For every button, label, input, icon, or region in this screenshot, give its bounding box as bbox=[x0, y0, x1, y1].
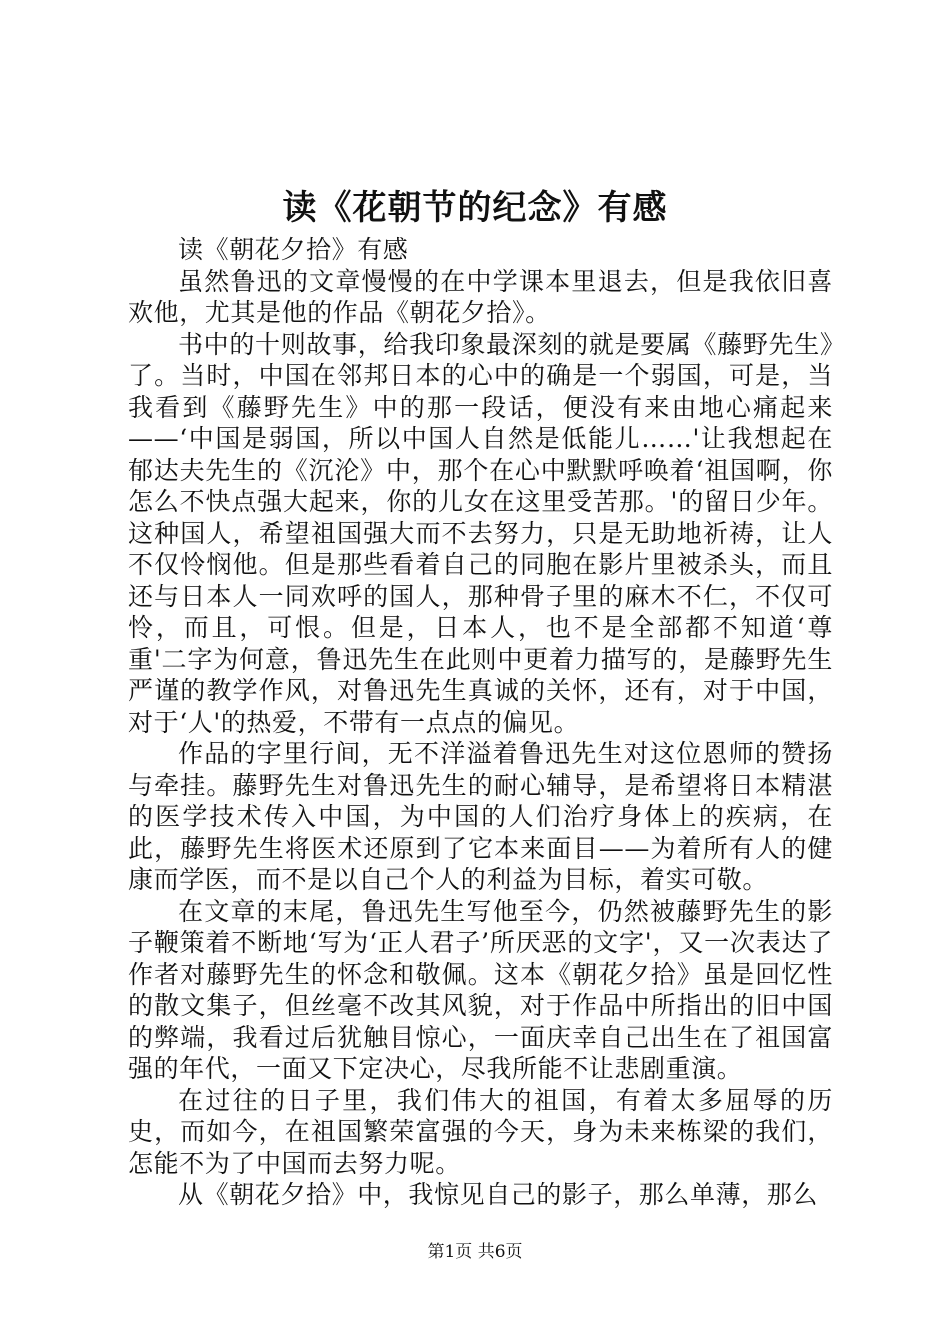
paragraph: 作品的字里行间，无不洋溢着鲁迅先生对这位恩师的赞扬与牵挂。藤野先生对鲁迅先生的耐心辅导，是希望将日本精湛的医学技术传入中国，为中国的人们治疗身体上的疾病，在此，藤野先生将医术还原到了它本来面目——为着所有人的健康而学医，而不是以自己个人的利益为目标，着实可敬。 bbox=[128, 739, 833, 894]
paragraph: 虽然鲁迅的文章慢慢的在中学课本里退去，但是我依旧喜欢他，尤其是他的作品《朝花夕拾》。 bbox=[128, 266, 833, 327]
page-number-footer: 第1页 共6页 bbox=[427, 1242, 523, 1262]
document-title: 读《花朝节的纪念》有感 bbox=[282, 188, 668, 228]
paragraph: 在文章的末尾，鲁迅先生写他至今，仍然被藤野先生的影子鞭策着不断地‘写为‘正人君子’所厌恶的文字'，又一次表达了作者对藤野先生的怀念和敬佩。这本《朝花夕拾》虽是回忆性的散文集子，但丝毫不改其风貌，对于作品中所指出的旧中国的弊端，我看过后犹触目惊心，一面庆幸自己出生在了祖国富强的年代，一面又下定决心，尽我所能不让悲剧重演。 bbox=[128, 896, 833, 1083]
paragraph-subtitle: 读《朝花夕拾》有感 bbox=[178, 235, 409, 264]
paragraph: 从《朝花夕拾》中，我惊见自己的影子，那么单薄，那么 bbox=[178, 1180, 819, 1209]
document-body bbox=[128, 234, 833, 1211]
paragraph: 书中的十则故事，给我印象最深刻的就是要属《藤野先生》了。当时，中国在邻邦日本的心中的确是一个弱国，可是，当我看到《藤野先生》中的那一段话，便没有来由地心痛起来——‘中国是弱国，所以中国人自然是低能儿……'让我想起在郁达夫先生的《沉沦》中，那个在心中默默呼唤着‘祖国啊，你怎么不快点强大起来，你的儿女在这里受苦那。'的留日少年。这种国人，希望祖国强大而不去努力，只是无助地祈祷，让人不仅怜悯他。但是那些看着自己的同胞在影片里被杀头，而且还与日本人一同欢呼的国人，那种骨子里的麻木不仁，不仅可怜，而且，可恨。但是，日本人，也不是全部都不知道‘尊重'二字为何意，鲁迅先生在此则中更着力描写的，是藤野先生严谨的教学作风，对鲁迅先生真诚的关怀，还有，对于中国，对于‘人'的热爱，不带有一点点的偏见。 bbox=[128, 329, 833, 737]
paragraph: 在过往的日子里，我们伟大的祖国，有着太多屈辱的历史，而如今，在祖国繁荣富强的今天，身为未来栋梁的我们，怎能不为了中国而去努力呢。 bbox=[128, 1085, 833, 1178]
